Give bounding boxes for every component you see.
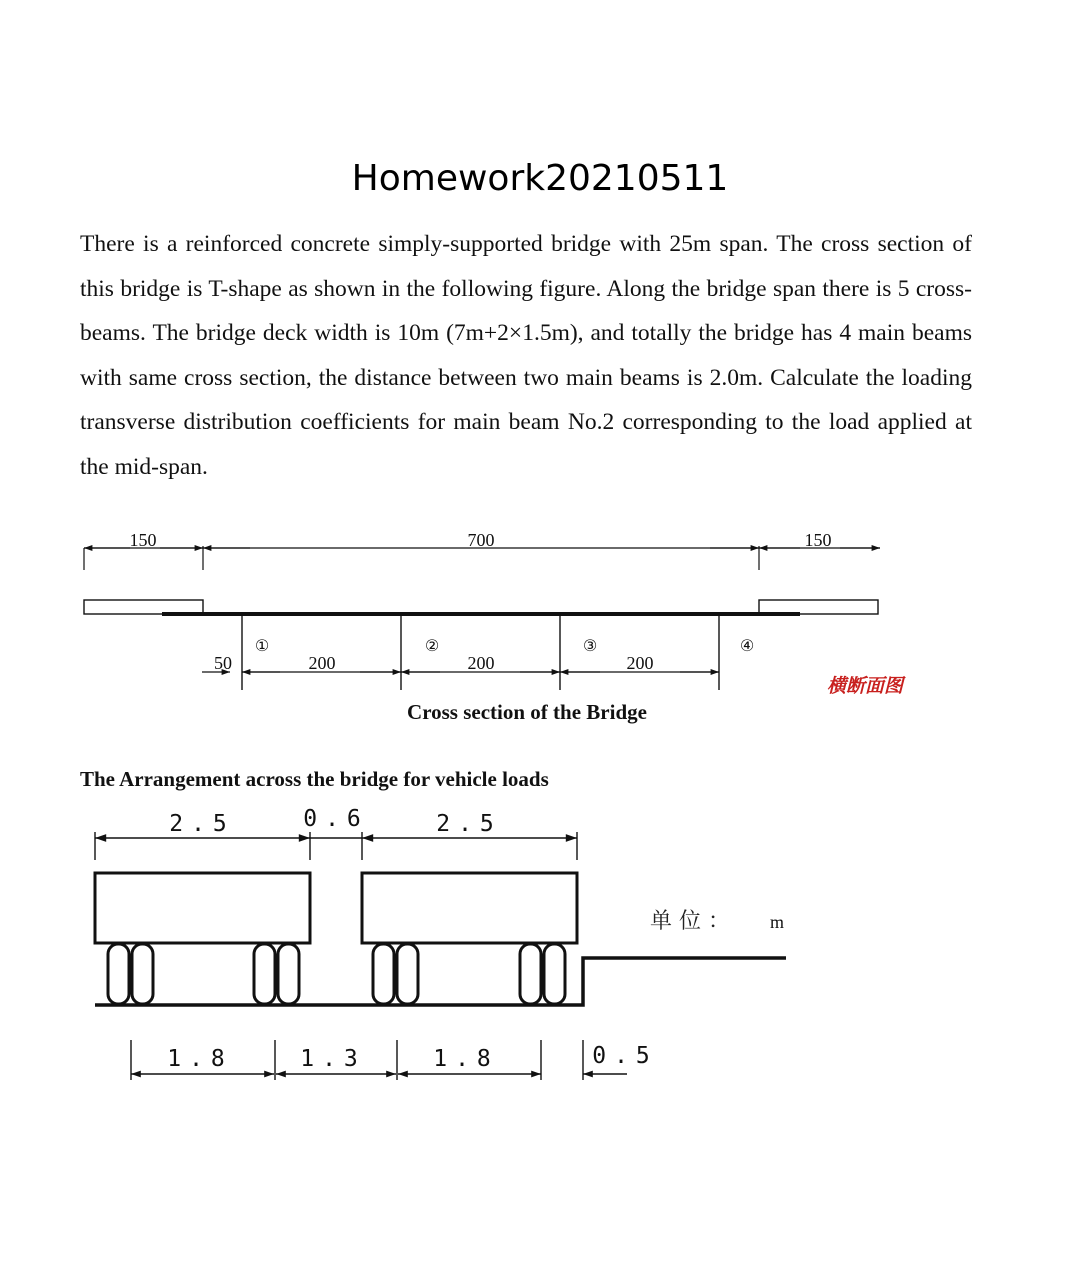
dim-1-3: 1.3: [300, 1046, 366, 1072]
beam-label-4: ④: [739, 636, 755, 655]
truck-body-left: [95, 873, 310, 943]
dim-spacing-1: 200: [308, 653, 336, 673]
road-surface-and-curb: [95, 958, 786, 1005]
dim-spacing-3: 200: [626, 653, 654, 673]
dim-offset: 50: [214, 653, 232, 673]
unit-value: m: [770, 912, 785, 932]
dim-0-5: 0.5: [592, 1043, 658, 1069]
beam-label-3: ③: [582, 636, 598, 655]
dim-1-8-right: 1.8: [433, 1046, 499, 1072]
dim-2-5-left: 2.5: [169, 811, 235, 837]
dim-0-6: 0.6: [303, 806, 369, 832]
dim-top-mid: 700: [467, 530, 495, 550]
dim-top-right: 150: [804, 530, 832, 550]
vehicle-figure: [95, 832, 786, 1080]
dim-1-8-left: 1.8: [167, 1046, 233, 1072]
cross-section-caption: Cross section of the Bridge: [407, 700, 647, 724]
dim-top-left: 150: [129, 530, 157, 550]
vehicle-heading: The Arrangement across the bridge for vehicle loads: [80, 767, 549, 791]
wheel-groups: [108, 944, 565, 1004]
truck-body-right: [362, 873, 577, 943]
left-sidewalk: [84, 600, 203, 614]
unit-label: 单 位 ：: [650, 909, 730, 934]
problem-statement: There is a reinforced concrete simply-supported bridge with 25m span. The cross section of this bridge is T-shape as shown in the following figure. Along the bridge span there is 5 cross-beams. The bridge deck width is 10m (7m+2×1.5m), and totally the bridge has 4 main beams with same cross section, the distance between two main beams is 2.0m. Calculate the loading transverse distribution coefficients for main beam No.2 corresponding to the load applied at the mid-span.: [80, 231, 972, 480]
dim-spacing-2: 200: [467, 653, 495, 673]
dim-2-5-right: 2.5: [436, 811, 502, 837]
beam-label-2: ②: [424, 636, 440, 655]
beam-label-1: ①: [254, 636, 270, 655]
red-annotation: 横断面图: [826, 675, 904, 697]
document-title: Homework20210511: [351, 158, 729, 199]
right-sidewalk: [759, 600, 878, 614]
